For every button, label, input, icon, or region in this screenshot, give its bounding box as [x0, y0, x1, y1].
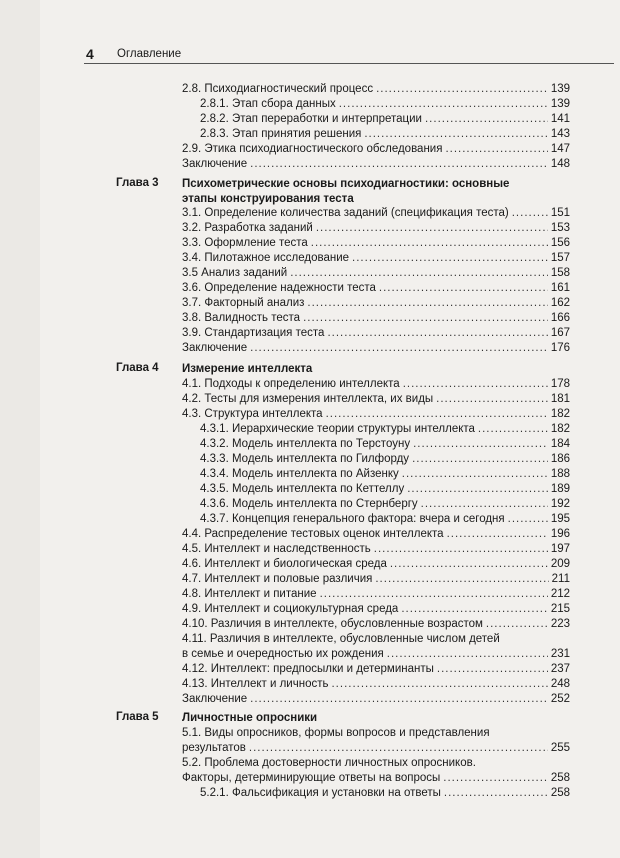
toc-entry-4-3-2[interactable] — [200, 437, 570, 452]
toc-entry-conclusion-2[interactable] — [182, 157, 570, 172]
toc-entry-4-1[interactable] — [182, 377, 570, 392]
toc-entry-2-8-2[interactable] — [200, 112, 570, 127]
toc-entry-conclusion-3[interactable] — [182, 341, 570, 356]
entry-page: 147 — [550, 143, 570, 155]
entry-title: 4.3.7. Концепция генерального фактора: вчера и сегодня — [200, 513, 505, 525]
leader-dots — [443, 771, 548, 786]
toc-entry-3-8[interactable] — [182, 311, 570, 326]
entry-page: 157 — [550, 252, 570, 264]
entry-title: 3.4. Пилотажное исследование — [182, 252, 350, 264]
entry-page: 252 — [550, 693, 570, 705]
leader-dots — [364, 127, 547, 142]
entry-page: 212 — [550, 588, 570, 600]
leader-dots — [339, 97, 548, 112]
toc-entry-2-9[interactable] — [182, 142, 570, 157]
leader-dots — [412, 452, 548, 467]
entry-title: 4.4. Распределение тестовых оценок интеллекта — [182, 528, 444, 540]
toc-entry-4-3-4[interactable] — [200, 467, 570, 482]
entry-page: 162 — [550, 297, 570, 309]
entry-title: 2.8.3. Этап принятия решения — [200, 128, 362, 140]
entry-title: 4.7. Интеллект и половые различия — [182, 573, 373, 585]
leader-dots — [290, 266, 548, 281]
entry-page: 182 — [550, 423, 570, 435]
entry-title: 3.5 Анализ заданий — [182, 267, 288, 279]
entry-title: 5.2.1. Фальсификация и установки на ответы — [200, 787, 441, 799]
entry-page: 248 — [550, 678, 570, 690]
entry-title: 4.1. Подходы к определению интеллекта — [182, 378, 400, 390]
entry-page: 258 — [550, 772, 570, 784]
entry-page: 211 — [551, 573, 570, 585]
entry-page: 196 — [550, 528, 570, 540]
entry-page: 184 — [550, 438, 570, 450]
toc-entry-4-2[interactable] — [182, 392, 570, 407]
entry-page: 158 — [550, 267, 570, 279]
entry-title: 4.6. Интеллект и биологическая среда — [182, 558, 387, 570]
toc-entry-3-3[interactable] — [182, 236, 570, 251]
leader-dots — [327, 326, 547, 341]
entry-title: Заключение — [182, 158, 248, 170]
entry-title: 4.3.6. Модель интеллекта по Стернбергу — [200, 498, 418, 510]
entry-page: 223 — [550, 618, 570, 630]
leader-dots — [320, 587, 548, 602]
leader-dots — [303, 311, 548, 326]
entry-page: 141 — [550, 113, 570, 125]
entry-title: 3.3. Оформление теста — [182, 237, 308, 249]
toc-entry-4-6[interactable] — [182, 557, 570, 572]
toc-entry-4-13[interactable] — [182, 677, 570, 692]
entry-title: 4.10. Различия в интеллекте, обусловленные возрастом — [182, 618, 483, 630]
toc-entry-3-9[interactable] — [182, 326, 570, 341]
entry-page: 139 — [550, 98, 570, 110]
toc-entry-4-3-5[interactable] — [200, 482, 570, 497]
toc-entry-5-2-line1[interactable]: 5.2. Проблема достоверности личностных опросников. — [182, 757, 476, 769]
leader-dots — [436, 392, 548, 407]
leader-dots — [379, 281, 548, 296]
chapter-3-title-line1: Психометрические основы психодиагностики: основные — [182, 178, 510, 190]
chapter-5-title[interactable]: Личностные опросники — [182, 712, 318, 724]
entry-page: 182 — [550, 408, 570, 420]
entry-title: в семье и очередностью их рождения — [182, 648, 384, 660]
toc-entry-4-3[interactable] — [182, 407, 570, 422]
leader-dots — [316, 221, 548, 236]
entry-title: 2.8.1. Этап сбора данных — [200, 98, 336, 110]
entry-page: 209 — [550, 558, 570, 570]
entry-title: Заключение — [182, 693, 248, 705]
chapter-4-label: Глава 4 — [116, 362, 159, 374]
page-edge-shadow — [0, 0, 40, 858]
toc-entry-4-7[interactable] — [182, 572, 570, 587]
chapter-3-label: Глава 3 — [116, 177, 159, 189]
entry-page: 258 — [550, 787, 570, 799]
entry-page: 195 — [550, 513, 570, 525]
leader-dots — [390, 557, 548, 572]
leader-dots — [250, 692, 548, 707]
entry-page: 166 — [550, 312, 570, 324]
entry-title: результатов — [182, 742, 246, 754]
entry-title: 4.3.5. Модель интеллекта по Кеттеллу — [200, 483, 405, 495]
toc-entry-conclusion-4[interactable] — [182, 692, 570, 707]
entry-page: 231 — [550, 648, 570, 660]
leader-dots — [307, 296, 547, 311]
leader-dots — [486, 617, 548, 632]
leader-dots — [250, 341, 548, 356]
toc-entry-2-8[interactable] — [182, 82, 570, 97]
chapter-3-title[interactable] — [182, 177, 572, 207]
entry-page: 161 — [550, 282, 570, 294]
entry-title: 4.3.4. Модель интеллекта по Айзенку — [200, 468, 399, 480]
entry-page: 237 — [550, 663, 570, 675]
page-number: 4 — [86, 46, 94, 62]
entry-page: 181 — [550, 393, 570, 405]
leader-dots — [421, 497, 548, 512]
chapter-5-label: Глава 5 — [116, 711, 159, 723]
toc-entry-3-6[interactable] — [182, 281, 570, 296]
entry-title: 4.3.1. Иерархические теории структуры интеллекта — [200, 423, 475, 435]
leader-dots — [326, 407, 548, 422]
toc-entry-5-1-line1[interactable]: 5.1. Виды опросников, формы вопросов и представления — [182, 727, 490, 739]
entry-page: 151 — [550, 207, 570, 219]
entry-title: 3.2. Разработка заданий — [182, 222, 313, 234]
entry-page: 255 — [550, 742, 570, 754]
entry-page: 143 — [550, 128, 570, 140]
toc-entry-4-10[interactable] — [182, 617, 570, 632]
leader-dots — [249, 741, 548, 756]
entry-title: 3.9. Стандартизация теста — [182, 327, 325, 339]
toc-entry-3-4[interactable] — [182, 251, 570, 266]
toc-entry-2-8-3[interactable] — [200, 127, 570, 142]
toc-entry-3-1[interactable] — [182, 206, 570, 221]
toc-entry-2-8-1[interactable] — [200, 97, 570, 112]
leader-dots — [352, 251, 548, 266]
leader-dots — [331, 677, 547, 692]
entry-page: 188 — [550, 468, 570, 480]
entry-page: 156 — [550, 237, 570, 249]
entry-title: 4.13. Интеллект и личность — [182, 678, 329, 690]
toc-entry-5-1[interactable] — [182, 741, 570, 756]
entry-title: 4.3.2. Модель интеллекта по Терстоуну — [200, 438, 411, 450]
leader-dots — [512, 206, 548, 221]
entry-title: 3.6. Определение надежности теста — [182, 282, 376, 294]
entry-title: 2.8. Психодиагностический процесс — [182, 83, 374, 95]
leader-dots — [311, 236, 548, 251]
toc-entry-4-5[interactable] — [182, 542, 570, 557]
entry-title: 2.8.2. Этап переработки и интерпретации — [200, 113, 422, 125]
header-rule — [84, 63, 614, 64]
leader-dots — [437, 662, 548, 677]
toc-entry-4-3-6[interactable] — [200, 497, 570, 512]
entry-title: 4.9. Интеллект и социокультурная среда — [182, 603, 399, 615]
leader-dots — [375, 572, 548, 587]
entry-page: 153 — [550, 222, 570, 234]
entry-page: 178 — [550, 378, 570, 390]
entry-title: 4.3. Структура интеллекта — [182, 408, 323, 420]
leader-dots — [402, 467, 548, 482]
toc-entry-5-2-1[interactable] — [200, 786, 570, 801]
toc-entry-3-5[interactable] — [182, 266, 570, 281]
toc-entry-4-3-3[interactable] — [200, 452, 570, 467]
running-title: Оглавление — [117, 48, 182, 60]
entry-title: 4.3.3. Модель интеллекта по Гилфорду — [200, 453, 410, 465]
leader-dots — [413, 437, 548, 452]
entry-page: 186 — [550, 453, 570, 465]
entry-title: 4.2. Тесты для измерения интеллекта, их виды — [182, 393, 434, 405]
leader-dots — [425, 112, 548, 127]
entry-title: Факторы, детерминирующие ответы на вопросы — [182, 772, 441, 784]
toc-entry-4-11-line1[interactable]: 4.11. Различия в интеллекте, обусловленные числом детей — [182, 633, 500, 645]
toc-entry-4-9[interactable] — [182, 602, 570, 617]
entry-page: 139 — [550, 83, 570, 95]
toc-entry-3-7[interactable] — [182, 296, 570, 311]
toc-entry-4-11[interactable] — [182, 647, 570, 662]
toc-entry-4-4[interactable] — [182, 527, 570, 542]
leader-dots — [374, 542, 548, 557]
leader-dots — [407, 482, 548, 497]
entry-title: 3.1. Определение количества заданий (спецификация теста) — [182, 207, 509, 219]
entry-title: 4.8. Интеллект и питание — [182, 588, 317, 600]
toc-entry-4-12[interactable] — [182, 662, 570, 677]
entry-page: 167 — [550, 327, 570, 339]
chapter-4-title[interactable]: Измерение интеллекта — [182, 363, 313, 375]
toc-entry-5-2[interactable] — [182, 771, 570, 786]
entry-page: 192 — [550, 498, 570, 510]
leader-dots — [508, 512, 548, 527]
entry-page: 148 — [550, 158, 570, 170]
leader-dots — [376, 82, 548, 97]
entry-page: 189 — [550, 483, 570, 495]
leader-dots — [444, 786, 548, 801]
entry-title: 4.5. Интеллект и наследственность — [182, 543, 371, 555]
leader-dots — [387, 647, 548, 662]
leader-dots — [445, 142, 547, 157]
entry-page: 215 — [550, 603, 570, 615]
toc-entry-4-8[interactable] — [182, 587, 570, 602]
leader-dots — [447, 527, 548, 542]
entry-title: 4.12. Интеллект: предпосылки и детерминанты — [182, 663, 434, 675]
entry-title: 3.8. Валидность теста — [182, 312, 301, 324]
chapter-3-title-line2: этапы конструирования теста — [182, 193, 354, 206]
leader-dots — [401, 602, 547, 617]
entry-title: 3.7. Факторный анализ — [182, 297, 305, 309]
toc-entry-3-2[interactable] — [182, 221, 570, 236]
leader-dots — [403, 377, 548, 392]
page-header — [0, 42, 620, 64]
entry-page: 197 — [550, 543, 570, 555]
leader-dots — [478, 422, 548, 437]
toc-entry-4-3-7[interactable] — [200, 512, 570, 527]
leader-dots — [250, 157, 548, 172]
entry-title: Заключение — [182, 342, 248, 354]
entry-page: 176 — [550, 342, 570, 354]
entry-title: 2.9. Этика психодиагностического обследования — [182, 143, 443, 155]
toc-entry-4-3-1[interactable] — [200, 422, 570, 437]
